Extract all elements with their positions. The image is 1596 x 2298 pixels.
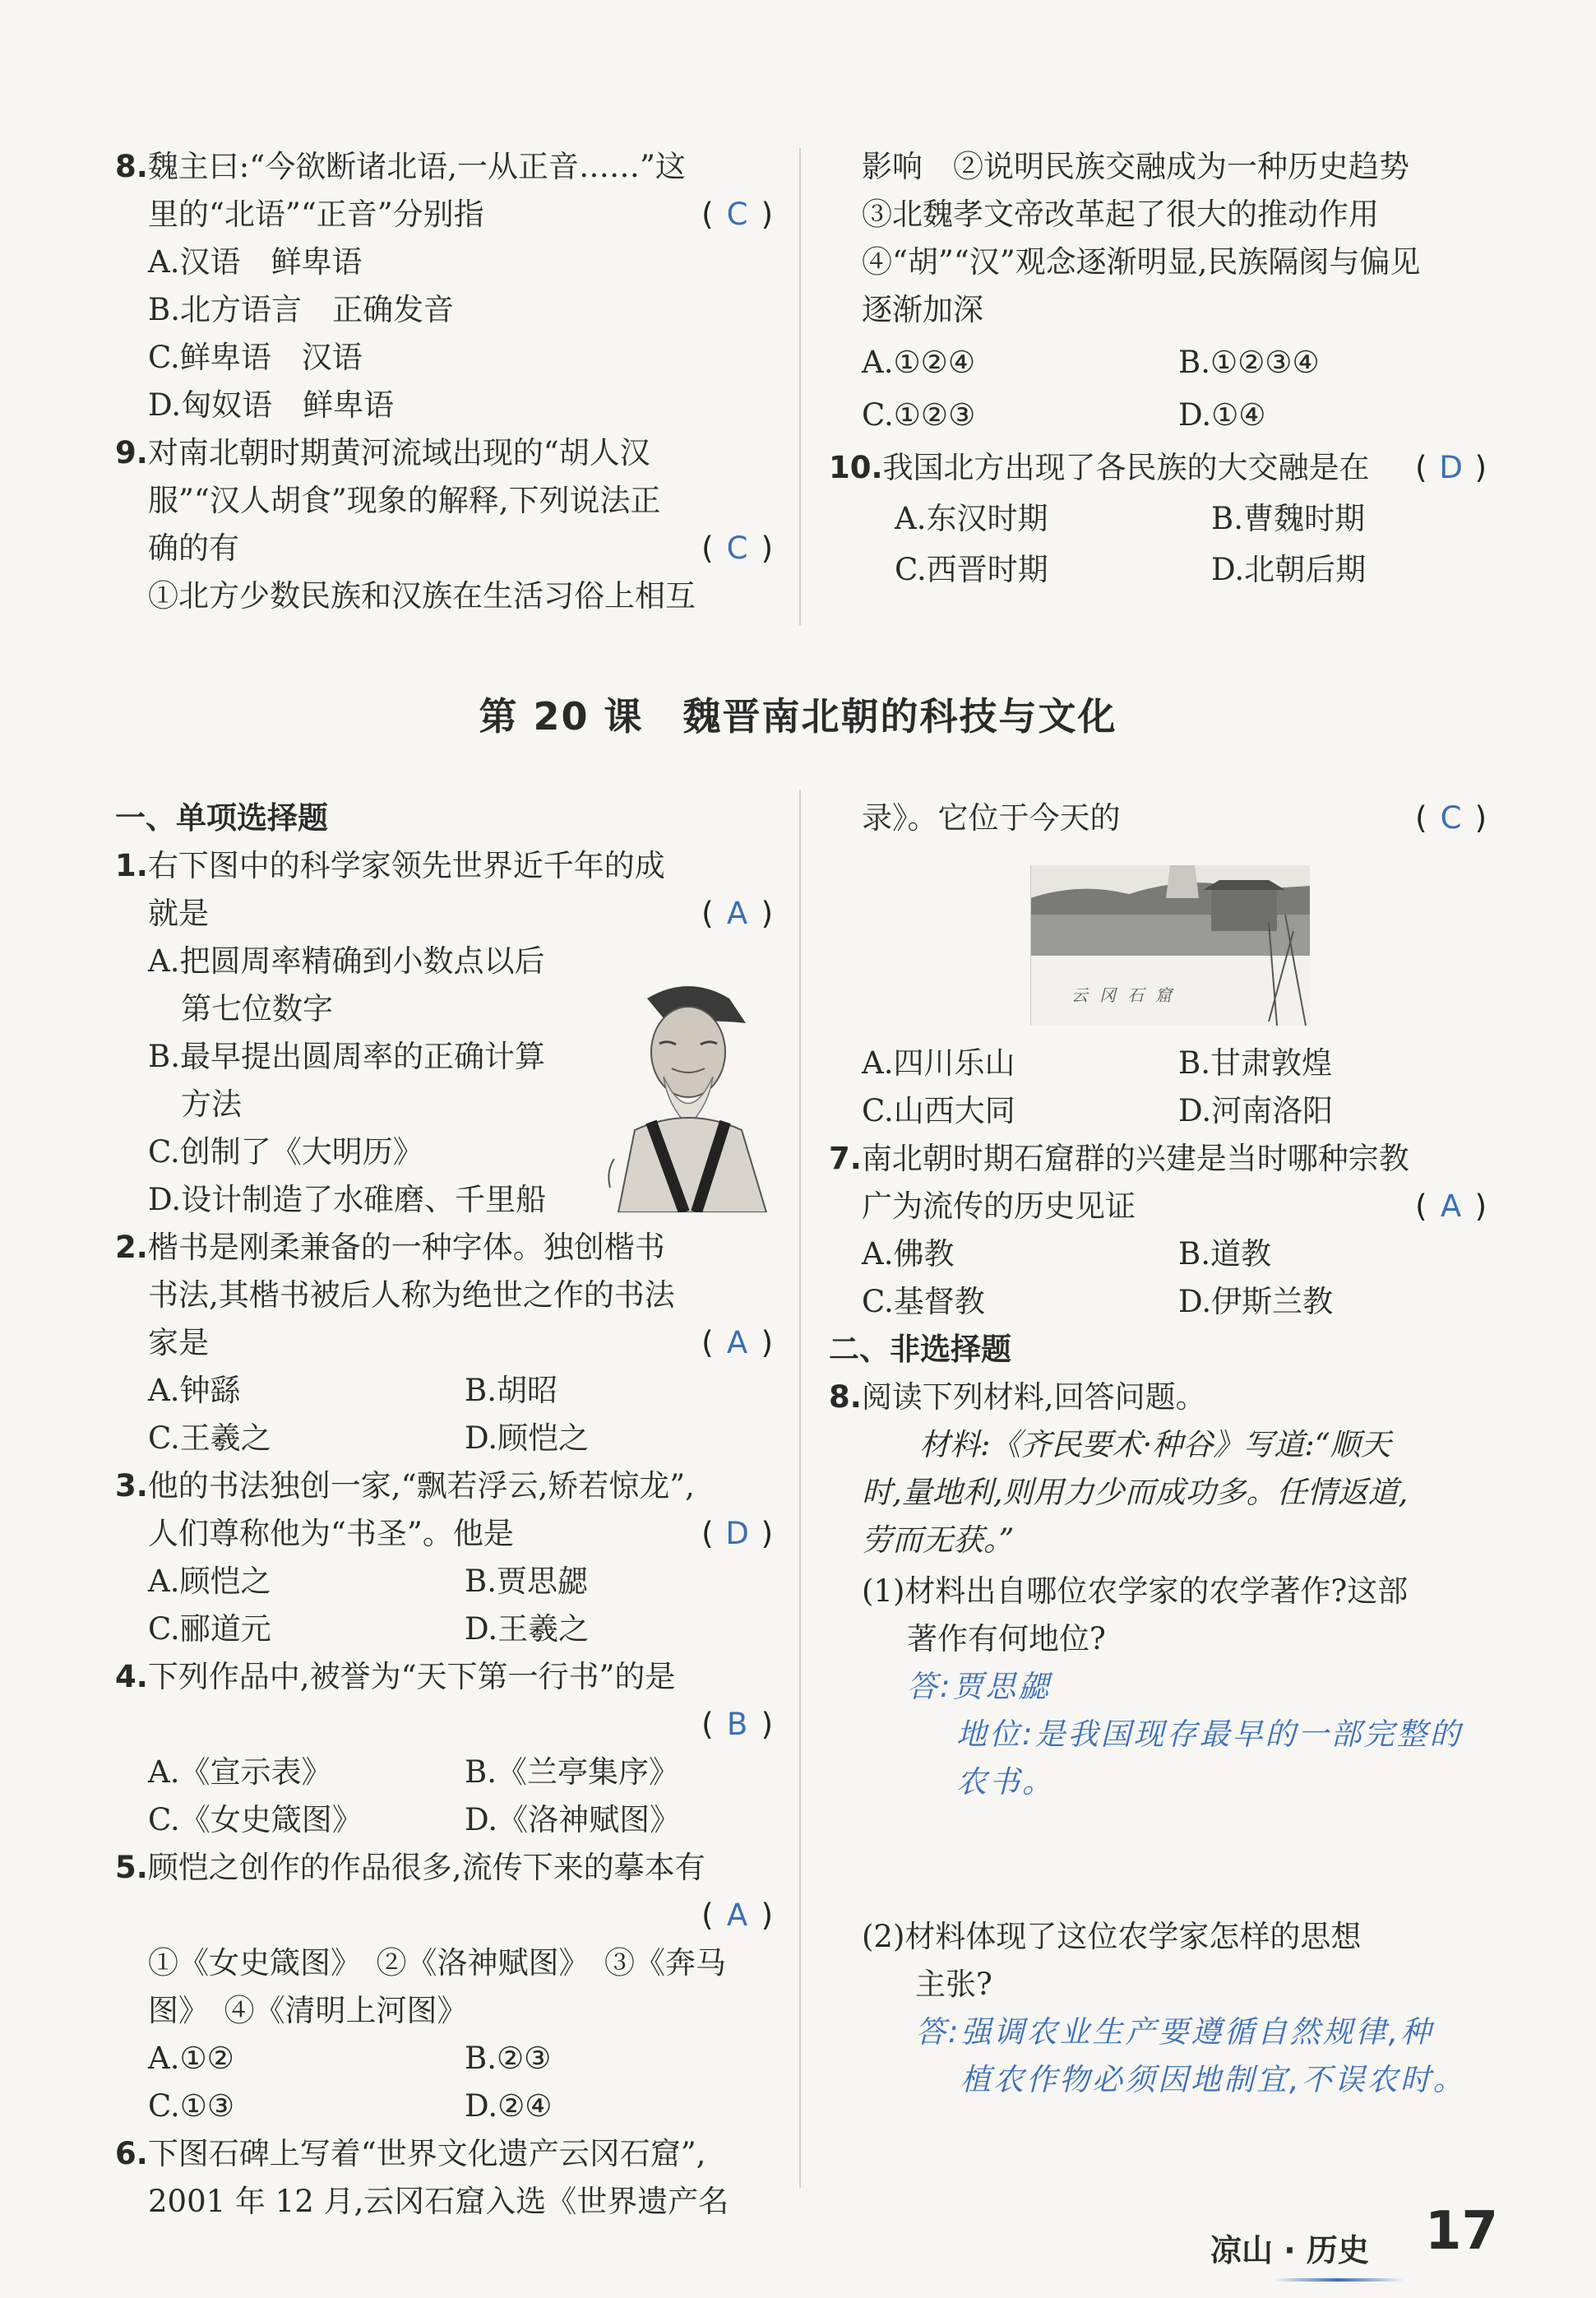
option: C.山西大同 — [862, 1093, 1015, 1128]
answer-bracket: ( A ) — [701, 1319, 773, 1367]
statement-item: ④“胡”“汉”观念逐渐明显,民族隔阂与偏见 — [862, 244, 1421, 280]
question-text: 确的有 — [148, 530, 239, 566]
option-cont: 第七位数字 — [181, 991, 333, 1026]
column-divider-top — [799, 148, 801, 625]
answer-letter: A — [726, 1325, 748, 1360]
question-text: 录》。它位于今天的 — [862, 800, 1121, 836]
question-2 — [115, 1224, 773, 1462]
answer-bracket: ( A ) — [701, 1892, 773, 1939]
sub-question: 著作有何地位? — [907, 1621, 1106, 1656]
question-text: 右下图中的科学家领先世界近千年的成 — [147, 848, 665, 883]
answer-bracket: ( C ) — [701, 191, 773, 239]
question-text: 南北朝时期石窟群的兴建是当时哪种宗教 — [861, 1141, 1409, 1176]
answer-letter: A — [726, 896, 748, 931]
option: C.鲜卑语 汉语 — [148, 340, 363, 375]
bottom-left-column — [115, 795, 773, 2226]
question-number: 8. — [115, 149, 148, 184]
option: B.①②③④ — [1178, 345, 1320, 380]
option: D.①④ — [1178, 397, 1266, 433]
question-text: 书法,其楷书被后人称为绝世之作的书法 — [148, 1277, 675, 1313]
question-text: 人们尊称他为“书圣”。他是 — [148, 1516, 514, 1551]
answer-bracket: ( D ) — [1415, 444, 1487, 492]
question-text: 就是 — [148, 896, 209, 931]
option: C.西晋时期 — [895, 552, 1048, 587]
option: A.钟繇 — [148, 1373, 241, 1408]
option-row — [115, 2083, 773, 2130]
option: B.甘肃敦煌 — [1178, 1045, 1332, 1081]
option: C.基督教 — [862, 1284, 985, 1319]
question-3 — [115, 1462, 773, 1653]
option-row — [829, 1278, 1487, 1326]
question-7 — [829, 1135, 1487, 1326]
option: D.河南洛阳 — [1178, 1093, 1334, 1128]
option: A.东汉时期 — [895, 501, 1048, 536]
statement-item: ③北魏孝文帝改革起了很大的推动作用 — [862, 197, 1379, 232]
question-number: 2. — [115, 1230, 148, 1265]
question-1 — [115, 842, 773, 1224]
answer-letter: C — [1440, 800, 1462, 836]
question-text: 我国北方出现了各民族的大交融是在 — [882, 450, 1370, 485]
question-text: 2001 年 12 月,云冈石窟入选《世界遗产名 — [148, 2184, 729, 2219]
question-text: 里的“北语”“正音”分别指 — [148, 197, 484, 232]
answer-bracket: ( A ) — [701, 890, 773, 938]
section-heading: 一、单项选择题 — [115, 800, 328, 836]
option: D.②④ — [465, 2088, 553, 2124]
section-heading: 二、非选择题 — [829, 1332, 1011, 1367]
option: B.北方语言 正确发音 — [148, 292, 454, 327]
material-text: 时,量地利,则用力少而成功多。任情返道, — [862, 1475, 1409, 1510]
stele-inscription: 云冈石窟 — [1071, 985, 1183, 1005]
question-text: 楷书是刚柔兼备的一种字体。独创楷书 — [147, 1230, 665, 1265]
stele-photo-area — [829, 842, 1487, 1040]
sub-question: (2)材料体现了这位农学家怎样的思想 — [862, 1919, 1362, 1954]
option: C.①②③ — [862, 397, 976, 433]
question-number: 8. — [829, 1379, 862, 1415]
answer-letter: A — [1440, 1188, 1462, 1224]
option-row — [115, 1415, 773, 1462]
question-8 — [829, 1374, 1487, 2104]
question-text: 阅读下列材料,回答问题。 — [861, 1379, 1206, 1415]
question-text: 顾恺之创作的作品很多,流传下来的摹本有 — [147, 1850, 705, 1885]
option-row — [829, 495, 1487, 543]
page-number: 17 — [1425, 2201, 1499, 2262]
question-number: 3. — [115, 1468, 148, 1503]
bottom-right-column — [829, 795, 1487, 2104]
option: A.四川乐山 — [862, 1045, 1015, 1081]
statement-item: 图》 ④《清明上河图》 — [148, 1993, 468, 2028]
handwritten-answer: 答:强调农业生产要遵循自然规律,种 — [915, 2014, 1434, 2050]
question-text: 魏主曰:“今欲断诸北语,一从正音……”这 — [147, 149, 686, 184]
option: D.王羲之 — [465, 1611, 590, 1647]
answer-bracket: ( A ) — [1415, 1183, 1487, 1230]
answer-letter: B — [726, 1707, 748, 1742]
yungang-stele-image — [1030, 865, 1310, 1026]
question-text: 广为流传的历史见证 — [862, 1188, 1136, 1224]
question-text: 下列作品中,被誉为“天下第一行书”的是 — [147, 1659, 676, 1694]
scientist-portrait-image — [602, 974, 775, 1212]
option: C.郦道元 — [148, 1611, 271, 1647]
option-row — [829, 546, 1487, 594]
question-number: 1. — [115, 848, 148, 883]
option-row — [115, 1367, 773, 1415]
statement-item: ①北方少数民族和汉族在生活习俗上相互 — [148, 578, 696, 614]
column-divider-bottom — [799, 790, 801, 2188]
material-text: 材料:《齐民要术·种谷》写道:“顺天 — [919, 1427, 1391, 1462]
statement-item: 逐渐加深 — [862, 292, 983, 327]
top-left-column — [115, 143, 773, 620]
option: C.创制了《大明历》 — [148, 1134, 423, 1170]
question-text: 家是 — [148, 1325, 209, 1360]
option: A.顾恺之 — [148, 1564, 271, 1599]
option-row — [829, 1230, 1487, 1278]
question-text: 他的书法独创一家,“飘若浮云,矫若惊龙”, — [147, 1468, 695, 1503]
question-number: 5. — [115, 1850, 148, 1885]
top-right-column — [829, 143, 1487, 594]
question-number: 9. — [115, 435, 148, 470]
handwritten-answer: 地位:是我国现存最早的一部完整的 — [956, 1717, 1463, 1752]
sub-question: 主张? — [915, 1967, 992, 2002]
footer-underline — [1273, 2278, 1404, 2282]
footer-label: 凉山 · 历史 — [1210, 2232, 1369, 2268]
option: D.设计制造了水碓磨、千里船 — [148, 1182, 547, 1217]
statement-item: 影响 ②说明民族交融成为一种历史趋势 — [862, 149, 1409, 184]
option: B.最早提出圆周率的正确计算 — [148, 1039, 545, 1074]
option: D.伊斯兰教 — [1178, 1284, 1334, 1319]
option-row — [115, 2035, 773, 2083]
option: D.顾恺之 — [465, 1420, 590, 1456]
option: C.《女史箴图》 — [148, 1802, 363, 1837]
question-9-prev — [115, 429, 773, 620]
option: C.①③ — [148, 2088, 235, 2124]
option-row — [115, 1605, 773, 1653]
option: A.①② — [148, 2041, 234, 2076]
question-number: 4. — [115, 1659, 148, 1694]
option-row — [829, 339, 1487, 387]
answer-letter: A — [726, 1897, 748, 1933]
option: A.《宣示表》 — [148, 1754, 332, 1790]
handwritten-answer: 农书。 — [956, 1764, 1055, 1800]
answer-bracket: ( C ) — [701, 525, 773, 572]
answer-spacer — [829, 1806, 1487, 1913]
answer-bracket: ( D ) — [701, 1510, 773, 1558]
option: B.《兰亭集序》 — [465, 1754, 679, 1790]
option: B.道教 — [1178, 1236, 1271, 1272]
question-text: 服”“汉人胡食”现象的解释,下列说法正 — [148, 483, 661, 518]
option-row — [829, 1087, 1487, 1135]
option-cont: 方法 — [181, 1086, 242, 1122]
option: B.胡昭 — [465, 1373, 557, 1408]
option: D.北朝后期 — [1211, 552, 1367, 587]
question-text: 对南北朝时期黄河流域出现的“胡人汉 — [147, 435, 650, 470]
answer-bracket: ( B ) — [701, 1701, 773, 1749]
answer-letter: C — [726, 530, 748, 566]
sub-question: (1)材料出自哪位农学家的农学著作?这部 — [862, 1573, 1409, 1609]
option-row — [115, 1796, 773, 1844]
question-number: 10. — [829, 450, 883, 485]
option: A.把圆周率精确到小数点以后 — [148, 943, 545, 979]
option-row — [115, 1749, 773, 1796]
question-8-prev — [115, 143, 773, 429]
material-text: 劳而无获。” — [862, 1522, 1015, 1558]
answer-bracket: ( C ) — [1415, 795, 1487, 842]
option-row — [115, 1558, 773, 1605]
answer-letter: D — [1439, 450, 1463, 485]
question-text: 下图石碑上写着“世界文化遗产云冈石窟”, — [147, 2136, 706, 2171]
option: B.贾思勰 — [465, 1564, 588, 1599]
answer-letter: C — [726, 197, 748, 232]
question-4 — [115, 1653, 773, 1844]
option: B.曹魏时期 — [1211, 501, 1365, 536]
option: D.匈奴语 鲜卑语 — [148, 387, 395, 423]
handwritten-answer: 答:贾思勰 — [907, 1669, 1052, 1704]
question-10 — [829, 444, 1487, 492]
option-row — [829, 1040, 1487, 1087]
option-row — [829, 391, 1487, 439]
question-6 — [115, 2130, 773, 2226]
question-5 — [115, 1844, 773, 2130]
option: D.《洛神赋图》 — [465, 1802, 681, 1837]
lesson-title: 第 20 课 魏晋南北朝的科技与文化 — [479, 694, 1117, 739]
option: A.汉语 鲜卑语 — [148, 244, 363, 280]
answer-letter: D — [725, 1516, 749, 1551]
option: B.②③ — [465, 2041, 552, 2076]
option: A.①②④ — [862, 345, 975, 380]
option: C.王羲之 — [148, 1420, 271, 1456]
option: A.佛教 — [862, 1236, 955, 1272]
question-number: 6. — [115, 2136, 148, 2171]
handwritten-answer: 植农作物必须因地制宜,不误农时。 — [960, 2062, 1466, 2097]
statement-item: ①《女史箴图》 ②《洛神赋图》 ③《奔马 — [148, 1945, 726, 1981]
question-number: 7. — [829, 1141, 862, 1176]
